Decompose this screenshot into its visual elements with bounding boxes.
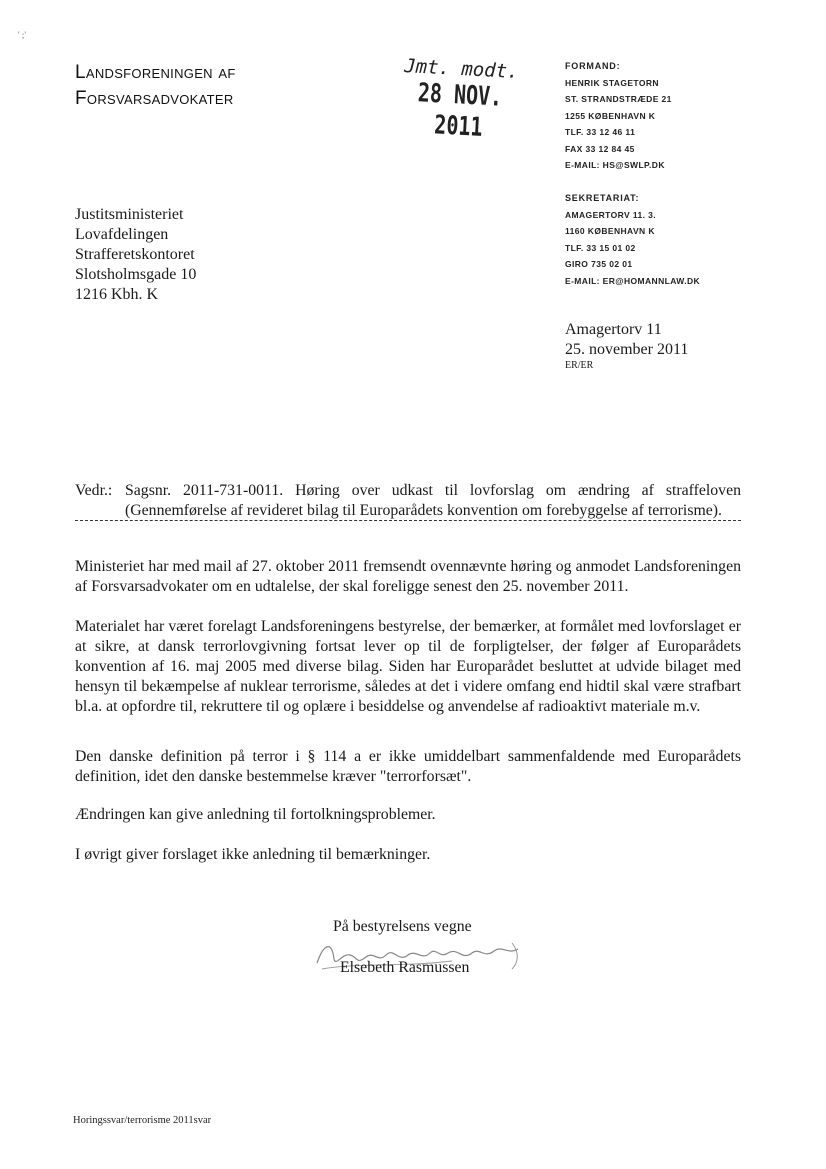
subject-label: Vedr.: [75,482,113,499]
chairman-city: 1255 KØBENHAVN K [565,110,656,121]
recipient-line: Slotsholmsgade 10 [75,266,197,283]
stamp-date: 28 NOV. 2011 [417,76,503,143]
subject-text: Sagsnr. 2011-731-0011. Høring over udkast til lovforslag om ændring af straffeloven (Gennemførelse af revideret bilag til Europarådets konvention om forebyggelse af terrorisme). [125,482,741,519]
secretariat-email: E-MAIL: ER@HOMANNLAW.DK [565,275,701,286]
place-date-block [565,320,688,372]
body-paragraph: Ministeriet har med mail af 27. oktober 2011 fremsendt ovennævnte høring og anmodet Landsforeningen af Forsvarsadvokater om en udtalelse, der skal foreligge senest den 25. november 2011. [75,558,741,595]
chairman-street: ST. STRANDSTRÆDE 21 [565,94,672,104]
chairman-email: E-MAIL: HS@SWLP.DK [565,160,665,170]
stamp-received-label: Jmt. modt. [403,55,520,84]
secretariat-block [565,190,700,289]
closing-phrase: På bestyrelsens vegne [333,918,472,935]
secretariat-giro: GIRO 735 02 01 [565,259,633,269]
recipient-line: Justitsministeriet [75,206,184,223]
subject-line [75,481,741,521]
letter-date: 25. november 2011 [565,341,689,358]
recipient-address [75,205,196,305]
file-reference-footer: Horingssvar/terrorisme 2011svar [73,1115,212,1126]
letter-reference: ER/ER [565,360,594,371]
recipient-line: Lovafdelingen [75,226,169,243]
organization-line-2: Forsvarsadvokater [75,88,234,109]
recipient-line: Strafferetskontoret [75,246,195,263]
chairman-heading: FORMAND: [565,61,621,71]
secretariat-heading: SEKRETARIAT: [565,193,640,203]
body-paragraph: I øvrigt giver forslaget ikke anledning til bemærkninger. [75,846,431,863]
secretariat-street: AMAGERTORV 11. 3. [565,209,657,220]
received-stamp [393,55,527,143]
chairman-name: HENRIK STAGETORN [565,77,659,88]
letterhead-organization [75,60,236,112]
secretariat-phone: TLF. 33 15 01 02 [565,242,636,253]
organization-line-1: Landsforeningen af [75,62,236,83]
signatory-name: Elsebeth Rasmussen [340,959,470,976]
secretariat-city: 1160 KØBENHAVN K [565,226,655,236]
chairman-block [565,58,672,174]
recipient-line: 1216 Kbh. K [75,286,159,303]
chairman-phone: TLF. 33 12 46 11 [565,127,636,137]
subject-divider [75,520,741,521]
chairman-fax: FAX 33 12 84 45 [565,143,635,154]
body-paragraph: Materialet har været forelagt Landsforeningens bestyrelse, der bemærker, at formålet med lovforslaget er at sikre, at dansk terrorlovgivning fortsat lever op til de forpligtelser, der følger af Europarådets konvention af 16. maj 2005 med diverse bilag. Siden har Europarådet besluttet at udvide bilaget med hensyn til bekæmpelse af nuklear terrorisme, således at det i videre omfang end hidtil skal være strafbart bl.a. at opfordre til, rekruttere til og oplære i besiddelse og anvendelse af radioaktivt materiale m.v. [75,618,741,715]
body-paragraph: Ændringen kan give anledning til fortolkningsproblemer. [75,806,436,823]
letter-place: Amagertorv 11 [565,321,662,338]
scan-corner-mark: ' ;' [18,30,26,40]
body-paragraph: Den danske definition på terror i § 114 a er ikke umiddelbart sammenfaldende med Europarådets definition, idet den danske bestemmelse kræver "terrorforsæt". [75,748,741,785]
